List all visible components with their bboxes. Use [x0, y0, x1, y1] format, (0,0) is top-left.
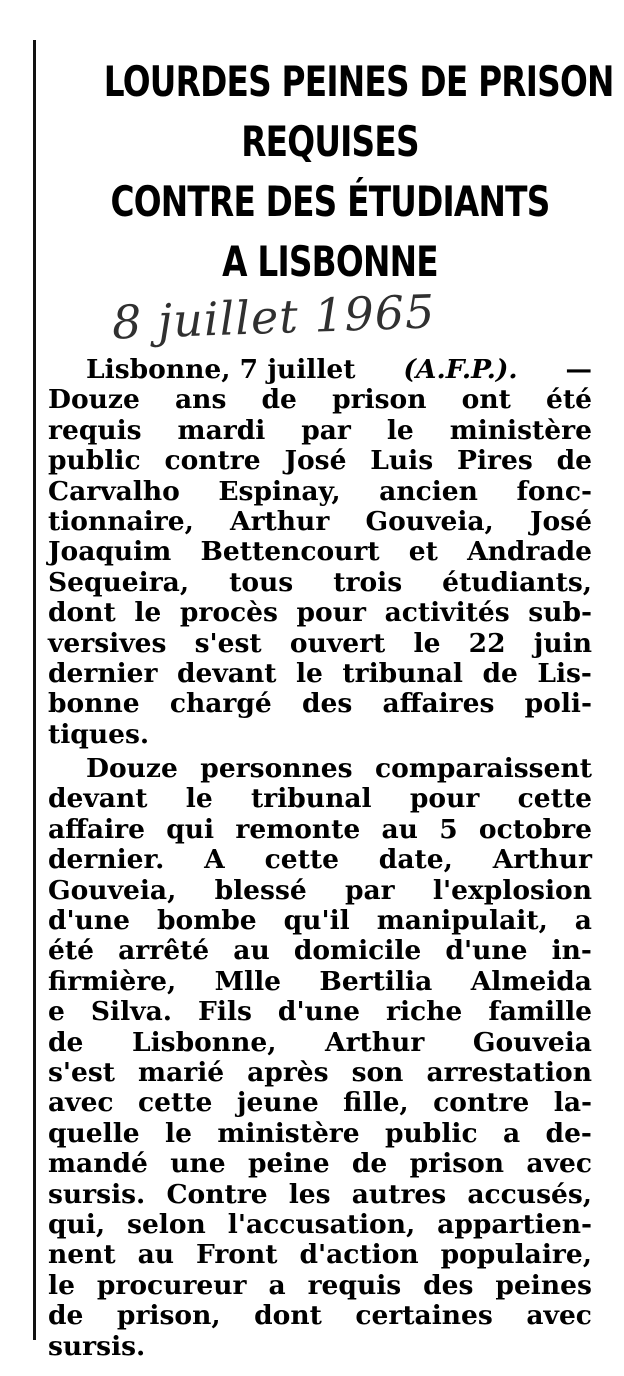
text-line: de prison, dont certaines avec — [48, 1300, 592, 1332]
article-body — [48, 355, 592, 1362]
text-line: qui, selon l'accusation, appartien- — [48, 1208, 592, 1240]
dash: — — [565, 354, 592, 385]
agency: (A.F.P.). — [403, 354, 518, 385]
text-line: Joaquim Bettencourt et Andrade — [48, 536, 592, 568]
text-line: Douze personnes comparaissent — [86, 753, 592, 785]
text-line: tiques. — [48, 718, 150, 750]
text-line: le procureur a requis des peines — [48, 1269, 592, 1301]
text-line: mandé une peine de prison avec — [48, 1148, 592, 1180]
paragraph-1 — [48, 355, 592, 750]
text-line: sursis. Contre les autres accusés, — [48, 1178, 592, 1210]
text-line: tionnaire, Arthur Gouveia, José — [48, 505, 592, 537]
text-line: Carvalho Espinay, ancien fonc- — [48, 475, 592, 507]
text-line: dernier. A cette date, Arthur — [48, 844, 592, 876]
text-line: dont le procès pour activités sub- — [48, 597, 592, 629]
dateline-line — [48, 355, 592, 385]
text-line: Sequeira, tous trois étudiants, — [48, 566, 592, 598]
handwritten-annotation — [111, 284, 512, 360]
text-line: requis mardi par le ministère — [48, 414, 592, 446]
text-line: sursis. — [48, 1330, 146, 1362]
text-line: de Lisbonne, Arthur Gouveia — [48, 1026, 592, 1058]
text-line: nent au Front d'action populaire, — [48, 1239, 592, 1271]
text-line: firmière, Mlle Bertilia Almeida — [48, 965, 592, 997]
text-line: dernier devant le tribunal de Lis- — [48, 657, 592, 689]
text-line: d'une bombe qu'il manipulait, a — [48, 905, 592, 937]
text-line: affaire qui remonte au 5 octobre — [48, 813, 592, 845]
text-line: public contre José Luis Pires de — [48, 445, 592, 477]
text-line: été arrêté au domicile d'une in- — [48, 935, 592, 967]
headline-line: CONTRE DES ÉTUDIANTS — [110, 177, 550, 226]
headline-line: LOURDES PEINES DE PRISON — [103, 57, 614, 106]
handwritten-date: 8 juillet 1965 — [111, 284, 437, 350]
paragraph-2 — [48, 754, 592, 1362]
text-line: e Silva. Fils d'une riche famille — [48, 996, 592, 1028]
headline-line: A LISBONNE — [222, 237, 438, 286]
dateline: Lisbonne, 7 juillet — [86, 354, 356, 385]
text-line: bonne chargé des affaires poli- — [48, 688, 592, 720]
text-line: quelle le ministère public a de- — [48, 1117, 592, 1149]
headline — [103, 52, 614, 292]
headline-line: REQUISES — [241, 117, 419, 166]
text-line: Douze ans de prison ont été — [48, 384, 592, 416]
text-line: versives s'est ouvert le 22 juin — [48, 627, 592, 659]
text-line: Gouveia, blessé par l'explosion — [48, 874, 592, 906]
column-rule — [33, 40, 36, 1340]
text-line: avec cette jeune fille, contre la- — [48, 1087, 592, 1119]
text-line: devant le tribunal pour cette — [48, 783, 592, 815]
text-line: s'est marié après son arrestation — [48, 1056, 592, 1088]
